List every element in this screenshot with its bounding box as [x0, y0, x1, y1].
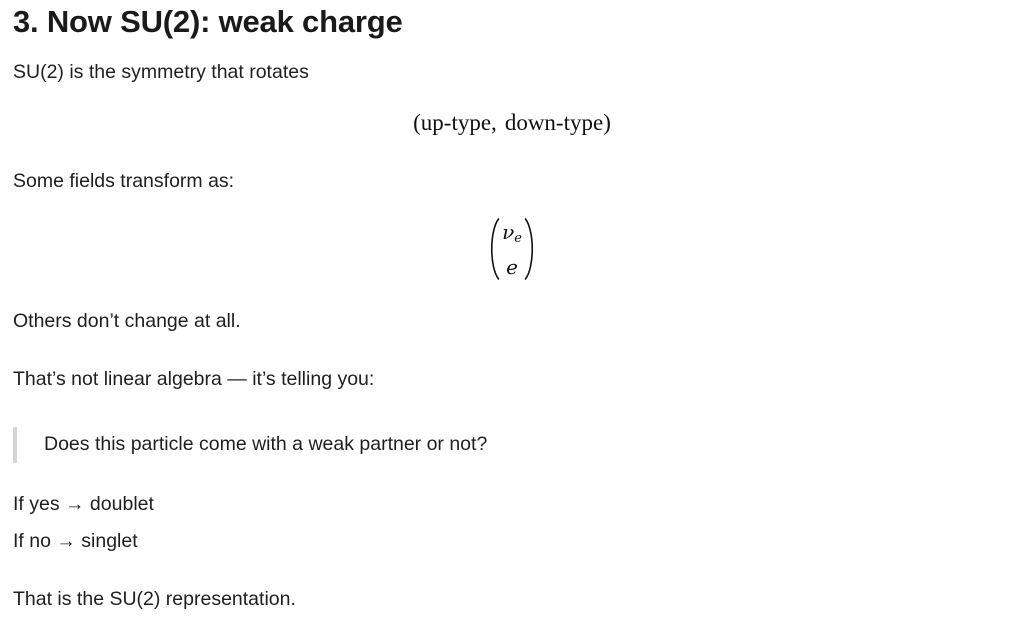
conclusion-paragraph: That is the SU(2) representation.	[13, 588, 296, 610]
doublet-vector	[13, 216, 1011, 282]
formula-first-term: up-type,	[420, 110, 497, 135]
if-yes-line: If yes → doublet	[13, 493, 154, 515]
if-no-line: If no → singlet	[13, 530, 138, 552]
section-heading: 3. Now SU(2): weak charge	[13, 4, 403, 39]
doublet-bottom-entry: e	[506, 254, 518, 279]
not-linear-paragraph: That’s not linear algebra — it’s telling you:	[13, 368, 375, 390]
formula-second-term: down-type	[504, 110, 604, 135]
left-paren-icon	[488, 217, 500, 281]
rotation-pair-formula	[13, 110, 1011, 136]
intro-paragraph: SU(2) is the symmetry that rotates	[13, 61, 309, 83]
right-paren-icon	[524, 217, 536, 281]
transform-paragraph: Some fields transform as:	[13, 170, 235, 192]
formula-open-paren: (	[413, 110, 421, 135]
blockquote-bar	[13, 427, 17, 463]
doublet-top-entry: $\nu_e$	[502, 219, 522, 246]
formula-close-paren: )	[603, 110, 611, 135]
others-paragraph: Others don’t change at all.	[13, 310, 241, 332]
blockquote	[13, 427, 613, 463]
blockquote-text: Does this particle come with a weak partner or not?	[44, 433, 488, 455]
